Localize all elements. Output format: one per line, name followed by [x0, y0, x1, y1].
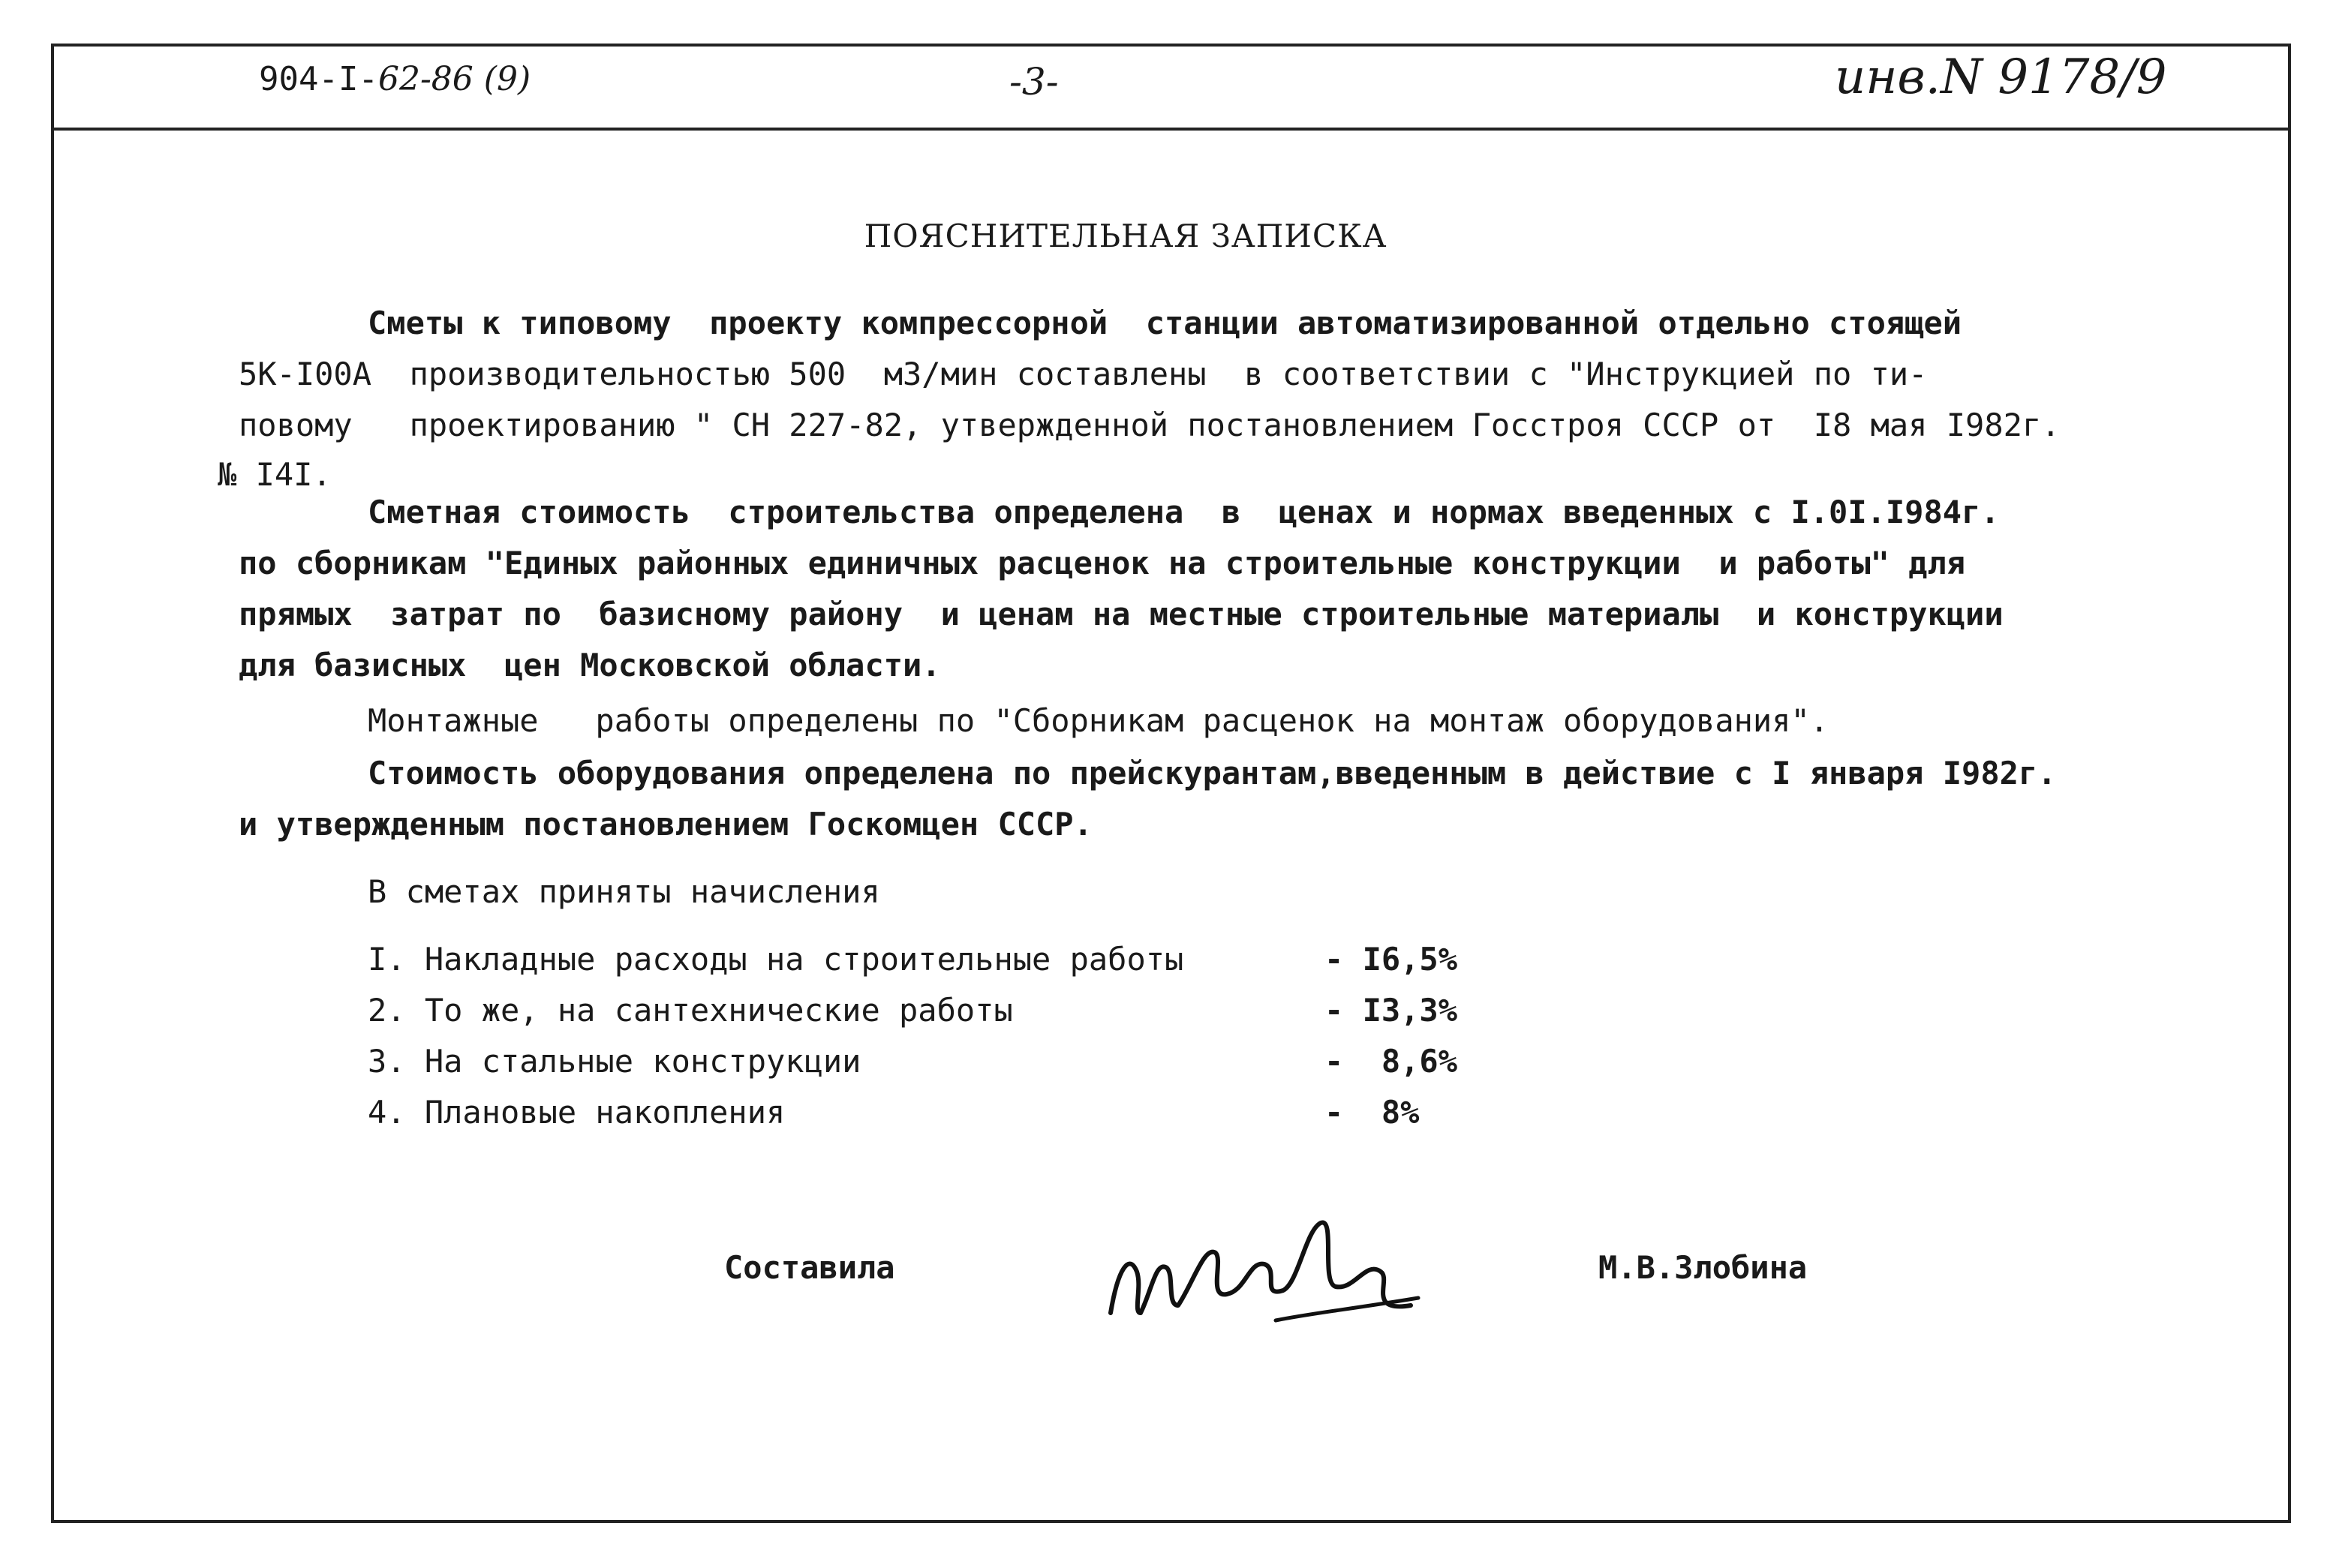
p1-line-3: повому проектированию " СН 227-82, утвержденной постановлением Госстроя СССР от I8 мая I982г.	[239, 407, 2061, 443]
signatory-name: М.В.Злобина	[1598, 1249, 1808, 1286]
p1-line-2: 5К-I00А производительностью 500 м3/мин составлены в соответствии с "Инструкцией по ти-	[239, 356, 1928, 392]
p3-line: Монтажные работы определены по "Сборникам расценок на монтаж оборудования".	[368, 702, 1829, 739]
charge-item-3-label: 3. На стальные конструкции	[368, 1043, 861, 1080]
document-title: ПОЯСНИТЕЛЬНАЯ ЗАПИСКА	[864, 218, 1387, 254]
p2-line-3: прямых затрат по базисному району и ценам на местные строительные материалы и конструкции	[239, 596, 2004, 632]
header-rule	[51, 128, 2291, 131]
signature-label: Составила	[724, 1249, 895, 1286]
document-code-handwritten: 62-86 (9)	[377, 60, 531, 98]
p1-line-1: Сметы к типовому проекту компрессорной станции автоматизированной отдельно стоящей	[368, 305, 1962, 341]
p4-line-1: Стоимость оборудования определена по прейскурантам,введенным в действие с I января I982г.	[368, 755, 2057, 792]
p2-line-4: для базисных цен Московской области.	[239, 647, 941, 683]
charges-intro: В сметах приняты начисления	[368, 873, 880, 910]
charge-item-4-label: 4. Плановые накопления	[368, 1094, 786, 1131]
charge-item-4-value: - 8%	[1324, 1094, 1420, 1131]
p1-line-4: № I4I.	[218, 456, 332, 493]
p2-line-1: Сметная стоимость строительства определена в ценах и нормах введенных с I.0I.I984г.	[368, 494, 2000, 530]
charge-item-2-value: - I3,3%	[1324, 992, 1458, 1029]
document-code-printed: 904-I-	[259, 60, 378, 98]
inventory-number: инв.N 9178/9	[1835, 50, 2167, 105]
p4-line-2: и утвержденным постановлением Госкомцен СССР.	[239, 806, 1093, 843]
handwritten-signature	[1096, 1200, 1426, 1335]
charge-item-1-label: I. Накладные расходы на строительные работы	[368, 941, 1184, 978]
charge-item-2-label: 2. То же, на сантехнические работы	[368, 992, 1013, 1029]
page-number: -3-	[1009, 60, 1059, 104]
charge-item-1-value: - I6,5%	[1324, 941, 1458, 978]
charge-item-3-value: - 8,6%	[1324, 1043, 1458, 1080]
document-code	[259, 60, 531, 98]
p2-line-2: по сборникам "Единых районных единичных расценок на строительные конструкции и работы" для	[239, 545, 1966, 581]
